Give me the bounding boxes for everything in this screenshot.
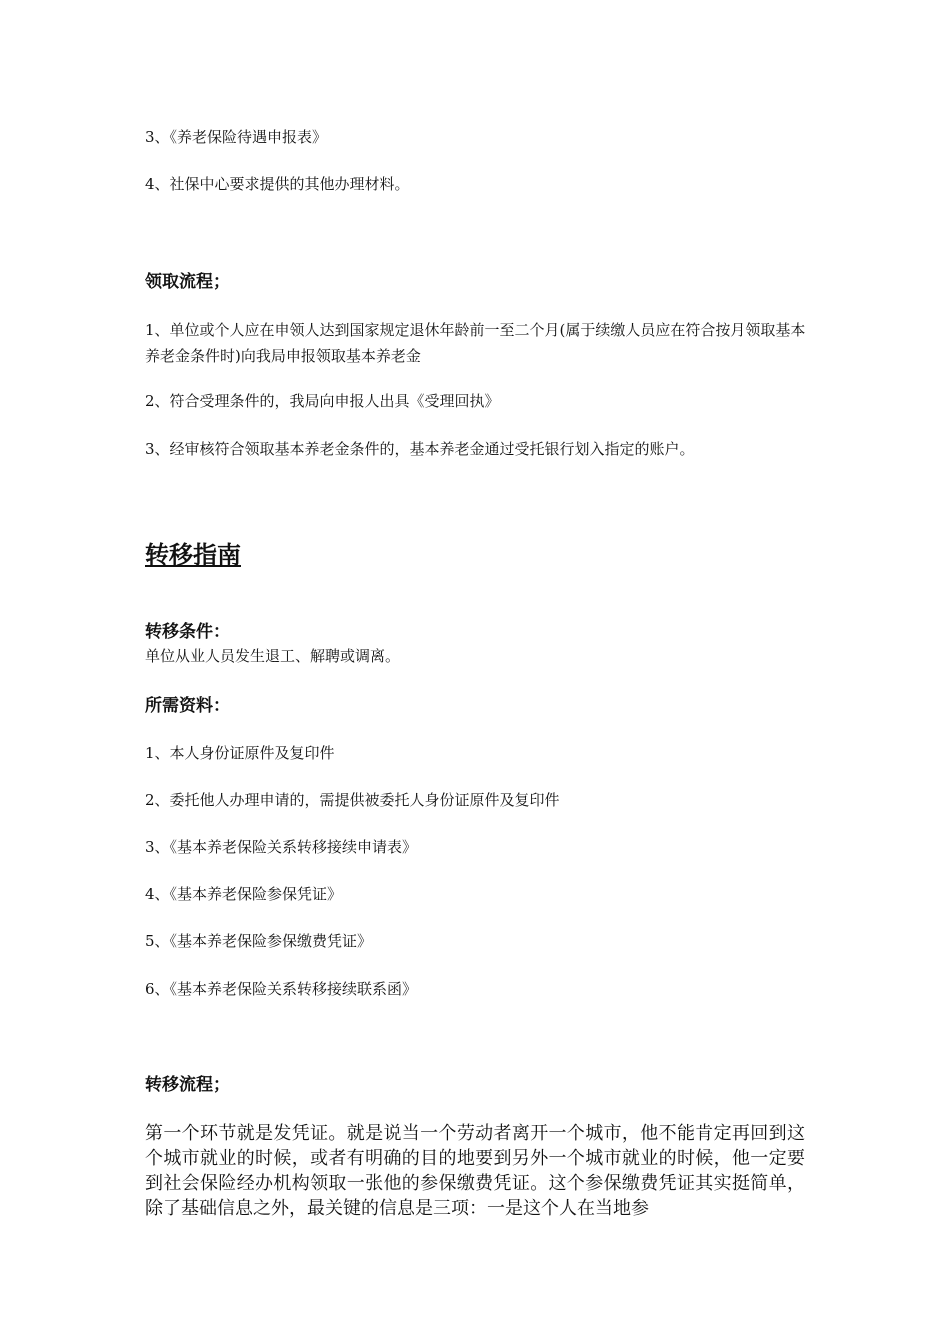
transfer-material-item-4: 4、《基本养老保险参保凭证》 <box>145 885 343 903</box>
transfer-conditions-text: 单位从业人员发生退工、解聘或调离。 <box>145 647 401 665</box>
transfer-material-item-6: 6、《基本养老保险关系转移接续联系函》 <box>145 980 418 998</box>
transfer-material-item-2: 2、委托他人办理申请的，需提供被委托人身份证原件及复印件 <box>145 791 560 809</box>
transfer-materials-heading: 所需资料： <box>145 696 230 716</box>
transfer-guide-title: 转移指南 <box>145 541 241 569</box>
transfer-material-item-1: 1、本人身份证原件及复印件 <box>145 744 335 762</box>
transfer-material-item-3: 3、《基本养老保险关系转移接续申请表》 <box>145 838 418 856</box>
transfer-process-paragraph: 第一个环节就是发凭证。就是说当一个劳动者离开一个城市，他不能肯定再回到这个城市就业的时候，或者有明确的目的地要到另外一个城市就业的时候，他一定要到社会保险经办机构领取一张他的参保缴费凭证。这个参保缴费凭证其实挺简单，除了基础信息之外，最关键的信息是三项：一是这个人在当地参 <box>145 1123 805 1219</box>
transfer-process-heading: 转移流程； <box>145 1075 230 1095</box>
pension-material-item-4: 4、社保中心要求提供的其他办理材料。 <box>145 175 410 193</box>
transfer-material-item-5: 5、《基本养老保险参保缴费凭证》 <box>145 932 373 950</box>
transfer-conditions-heading: 转移条件： <box>145 622 230 642</box>
pension-process-step-3: 3、经审核符合领取基本养老金条件的，基本养老金通过受托银行划入指定的账户。 <box>145 440 695 458</box>
pension-process-heading: 领取流程； <box>145 272 230 292</box>
pension-process-step-1: 1、单位或个人应在申领人达到国家规定退休年龄前一至二个月(属于续缴人员应在符合按月领取基本养老金条件时)向我局申报领取基本养老金 <box>145 321 806 365</box>
pension-material-item-3: 3、《养老保险待遇申报表》 <box>145 128 328 146</box>
pension-process-step-2: 2、符合受理条件的，我局向申报人出具《受理回执》 <box>145 392 500 410</box>
